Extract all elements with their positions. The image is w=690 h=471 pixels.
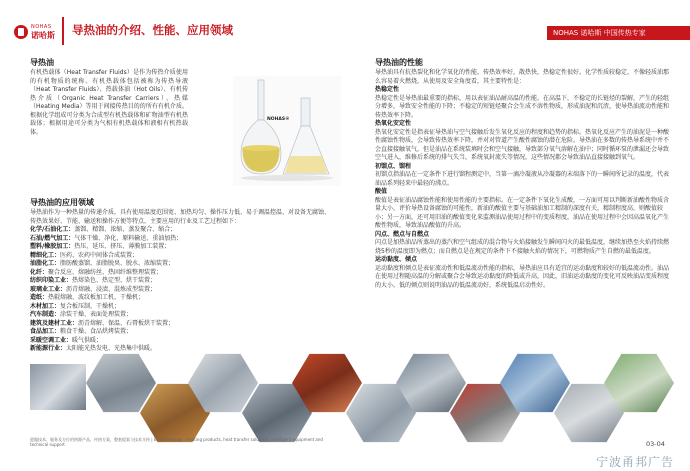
application-name: 化纤： [30,268,49,276]
application-name: 采暖空调工业： [30,336,73,344]
applications-intro: 导热油作为一种热量的传递介质，具有使用温度范围宽、加热均匀、操作压力低、易于调温控温、对设备无腐蚀、传热效果好、节能、输送和操作方便等特点，主要应用的行业及工艺过程如下： [30,209,331,225]
property-heading: 运动黏度、倾点 [375,256,418,263]
logo-mark-icon [14,25,28,39]
application-desc: 脂肪酸蒸馏、油脂脱臭、脱水、浓缩装置； [60,260,175,267]
application-name: 精细化工： [30,251,61,259]
application-desc: 热压、延压、挤压、薄膜加工装置； [74,243,171,250]
application-item [30,303,330,312]
property-text: 热氧化安定性是指表征导热油与空气接触后发生氧化反应的程度和趋势的指标。热氧化反应产生的油泥是一种酸性腐蚀性物质，会导致传热效率下降，并对对管道产生酸性腐蚀的潜在危险。导热油在多数的传热导系统中并不会直接接触氧气，但是油品在系统装填时会和空气接触，导致部分氧气溶解在油中；同时循环泵的泄漏还会导致空气进入，维修后系统的排气失当，系统氧封流失等情况，这些情况都会导致油品直接接触到氧气。 [375,128,670,161]
property-text: 闪点是加热油品所蒸出的蒸汽和空气组成的混合物与火焰接触发生瞬间闪火的最低温度，继续加热至火焰持续燃烧5秒的温度即为燃点；而自燃点是在规定的条件下不接触火焰的情况下，可燃物质产生自燃的最低温度。 [375,239,670,255]
property-text: 酸值是表征油品腐蚀性能和使用性能的主要指标。在一定条件下氧化生成酸，一方面可用以判断新油酸性物质含量大小，评价导热设备腐蚀的可能性，新油的酸值主要与基础油加工精制的深度有关，精制程度高，则酸值较小；另一方面，还可用旧油的酸值变化来监测油品使用过程中的变质程度，油品在使用过程中会因高温氧化产生酸性物质，导致油品酸值的升高。 [375,196,670,229]
applications-list [30,226,330,354]
application-name: 汽车制造： [30,311,61,318]
application-desc: 涂装干燥、表面处理装置； [60,311,133,318]
watermark-text: 宁波甬邦广告 [596,455,675,469]
logo-text-cn: 诺哈斯 [31,30,55,40]
property-text: 初馏点指油品在一定条件下进行馏程测定中，当第一滴冷凝液从冷凝器的末端落下的一瞬间所记录的温度，代表油品系列轻来中最轻的沸点。 [375,171,670,187]
intro-paragraph: 有机热载体（Heat Transfer Fluids）是作为传热介质使用的有机物质的统称。有机热载体包括被称为传热导液（Heat Transfer Fluids）、热载体油（Hot Oils）、有机传热介质（Organic Heat Transfer Carriers）、热媒（Heating Media）等用于间接传热目的的所有有机介质。根据化学组成可分类为合成型有机热载体和矿物油型有机热载体；根据用途可分类为气相有机热载体和液相有机热载体。 [30,69,188,136]
property-heading: 热稳定性 [375,86,400,93]
industry-image-strip [30,352,670,442]
application-name: 玻璃业工业： [30,285,67,293]
property-text: 运动黏度和倾点是表征流动性和低温流动性能的指标，导热油应具有适宜的运动黏度和较好的低温流动性。油品在使用过程随高温的分解或聚合会导致运动黏度的降低或升高，因此，旧油运动黏度的变化可反映油品变质程度的大小。低的倾点则说明油品的低温流动好，系统低温启动性好。 [375,264,670,289]
application-name: 塑料/橡胶加工： [30,243,75,250]
application-desc: 太阳能光热发电、光热集中供暖。 [66,345,157,352]
header-divider [62,17,64,45]
right-column [375,58,670,290]
application-name: 造纸： [30,294,49,301]
application-item [30,243,330,252]
properties-heading: 导热油的性能 [375,58,423,67]
application-desc: 气体干燥、净化、原料输送、重油加热； [74,234,183,242]
application-name: 纺织印染工业： [30,277,73,284]
properties-intro: 导热油具有抗热裂化和化学氧化的性能，传热效率好，散热快，热稳定性很好。化学性质较稳定，不像轻质油那么容易着火燃烧，从使用及安全角度看，其主要特性是： [375,69,670,85]
applications-heading: 导热油的应用领域 [30,198,94,207]
property-heading: 初馏点、馏程 [375,162,412,170]
application-item [30,337,330,346]
application-item [30,320,330,329]
properties-list [375,86,670,290]
page-title: 导热油的介绍、性能、应用领域 [72,23,233,37]
application-item [30,226,330,235]
application-item [30,235,330,244]
application-desc: 粮食干燥、食品烘烤装置； [60,328,133,335]
property-heading: 酸值 [375,188,388,195]
application-name: 新能源行业： [30,345,67,352]
application-item [30,252,330,261]
application-item [30,311,330,320]
application-desc: 热熔染色、热定型、烘干装置； [72,277,157,284]
left-column [30,58,332,352]
flask-illustration [233,76,341,186]
property-text: 热稳定性是导热油最重要的指标，用以表征油品耐高温的性能。在高温下，不稳定的长链烃的裂解，产生的轻组分增多，导致安全性能的下降；不稳定的短链烃聚合会生成不溶性物质，形成油泥和沉渣，使导热油流动性能和传热效率下降。 [375,94,670,119]
application-name: 石油/燃气加工： [30,234,75,242]
application-name: 木材加工： [30,302,61,310]
application-name: 建筑及建材工业： [30,319,79,327]
factory-pipes-image [30,364,86,410]
footnote-text: 愿做技术、服务及方位的热源产品，传热方案，整套提案与技术支持 | EP Technology · Heating products, heat transfer solutions, intelligent equipment and technical support [30,437,323,447]
application-desc: 沥青熔解、保温、石膏板烘干装置； [78,319,175,327]
flask-brand-label: NOHAS® [267,117,290,122]
applications-section [30,198,330,354]
application-desc: 沥青熔融、浸渍、混炼成型装置； [66,285,157,293]
application-name: 食品加工： [30,328,61,335]
application-item [30,269,330,278]
application-item [30,286,330,295]
application-desc: 蒸馏、精馏、浓缩、蒸发聚合、缩合； [74,226,177,233]
logo-text-en: NOHAS [31,23,52,30]
page-header [0,0,690,62]
property-heading: 热氧化安定性 [375,120,412,127]
application-name: 油脂化工： [30,260,61,267]
application-desc: 聚合反应、熔融纺丝、热固纤维整理装置； [48,268,163,276]
application-item [30,260,330,269]
application-item [30,294,330,303]
brand-banner: NOHAS 诺哈斯 中国传热专家 [547,26,690,40]
application-name: 化学/石油化工： [30,226,75,233]
application-item [30,277,330,286]
application-desc: 复合板压制、干燥机； [60,302,121,310]
application-desc: 医药、农药中间体合成装置； [60,251,139,259]
brand-logo [14,14,56,50]
intro-heading: 导热油 [30,58,54,67]
page-number: 03-04 [646,440,665,448]
property-heading: 闪点、燃点与自燃点 [375,230,430,238]
application-item [30,328,330,337]
application-desc: 热辊熔融、波纹板加工机、干燥机； [48,294,145,301]
application-desc: 暖气供暖； [72,336,103,344]
flask-photo [233,76,341,186]
